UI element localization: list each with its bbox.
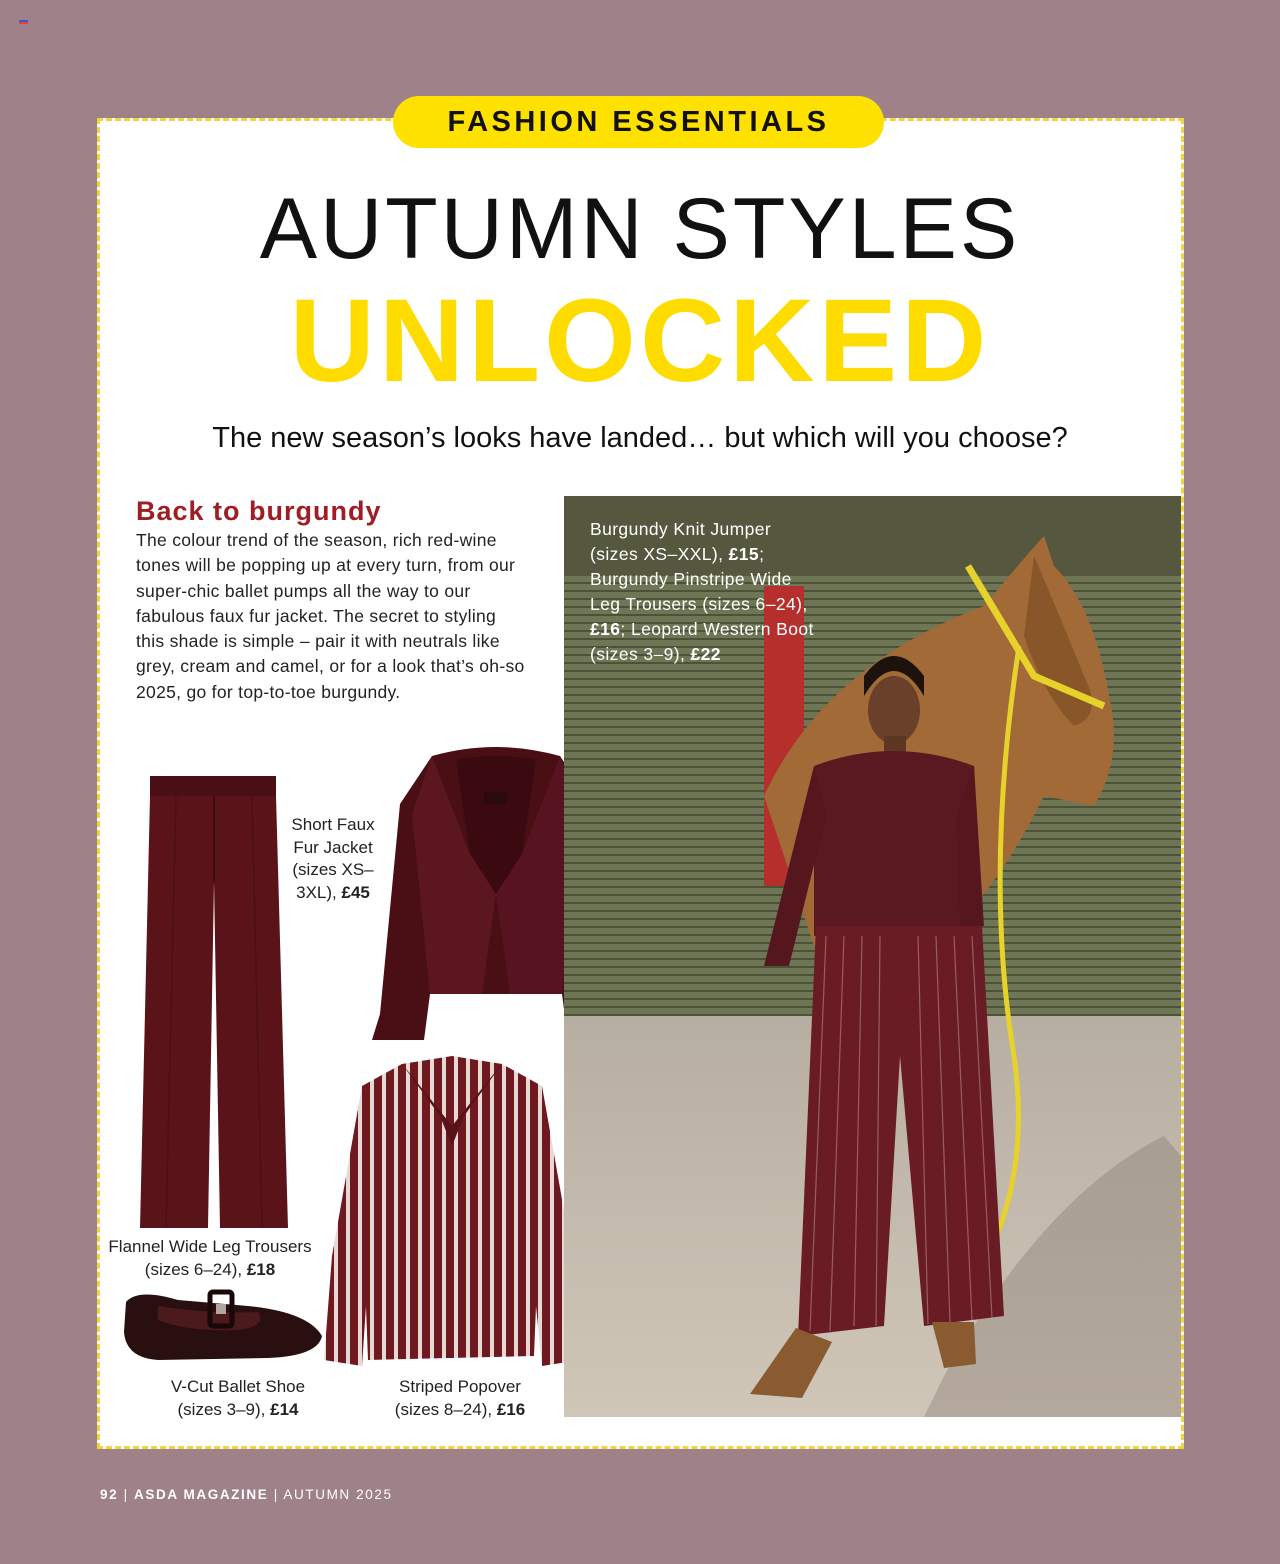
popover-price: £16 (496, 1399, 526, 1419)
photo-price1: £15 (728, 544, 760, 564)
jacket-price: £45 (341, 882, 370, 902)
photo-caption: Burgundy Knit Jumper (sizes XS–XXL), £15; Burgundy Pinstripe Wide Leg Trousers (sizes 6–24), £16; Leopard Western Boot (sizes 3–9), £22 (590, 519, 814, 664)
popover-name: Striped Popover (sizes 8–24), (394, 1377, 521, 1419)
section-body: The colour trend of the season, rich red-wine tones will be popping up at every turn, from our super-chic ballet pumps all the way to our fabulous faux fur jacket. The secret to styling this shade is simple – pair it with neutrals like grey, cream and camel, or for a look that’s oh-so 2025, go for top-to-toe burgundy. (136, 530, 525, 702)
popover-image (322, 1056, 582, 1370)
photo-price3: £22 (690, 644, 721, 664)
popover-caption (380, 1376, 540, 1421)
shoe-caption (150, 1376, 326, 1421)
shoe-price: £14 (270, 1399, 299, 1419)
trousers-image (136, 772, 292, 1232)
corner-mark (19, 20, 28, 24)
category-pill (393, 96, 884, 148)
trousers-name: Flannel Wide Leg Trousers (sizes 6–24), (108, 1237, 312, 1279)
photo-item1: Burgundy Knit Jumper (sizes XS–XXL), (590, 519, 772, 564)
photo-price2: £16 (590, 619, 621, 639)
photo-item2: Burgundy Pinstripe Wide Leg Trousers (sizes 6–24), (590, 569, 808, 614)
page-footer: 92 | ASDA MAGAZINE | AUTUMN 2025 (100, 1487, 393, 1502)
section-title: Back to burgundy (136, 496, 382, 526)
category-label: FASHION ESSENTIALS (447, 105, 830, 138)
headline-line1: AUTUMN STYLES (259, 181, 1021, 277)
shoe-name: V-Cut Ballet Shoe (sizes 3–9), (170, 1377, 306, 1419)
page-number: 92 (100, 1487, 119, 1502)
magazine-name: ASDA MAGAZINE (134, 1487, 269, 1502)
photo-item3: Leopard Western Boot (sizes 3–9), (590, 619, 814, 664)
jacket-name: Short Faux Fur Jacket (sizes XS–3XL), (291, 815, 375, 902)
headline-line2: UNLOCKED (289, 275, 991, 407)
issue-label: AUTUMN 2025 (283, 1487, 393, 1502)
shoe-image (118, 1286, 324, 1366)
jacket-caption (286, 814, 380, 904)
standfirst: The new season’s looks have landed… but which will you choose? (212, 422, 1068, 454)
trousers-price: £18 (246, 1259, 276, 1279)
trousers-caption (104, 1236, 316, 1281)
